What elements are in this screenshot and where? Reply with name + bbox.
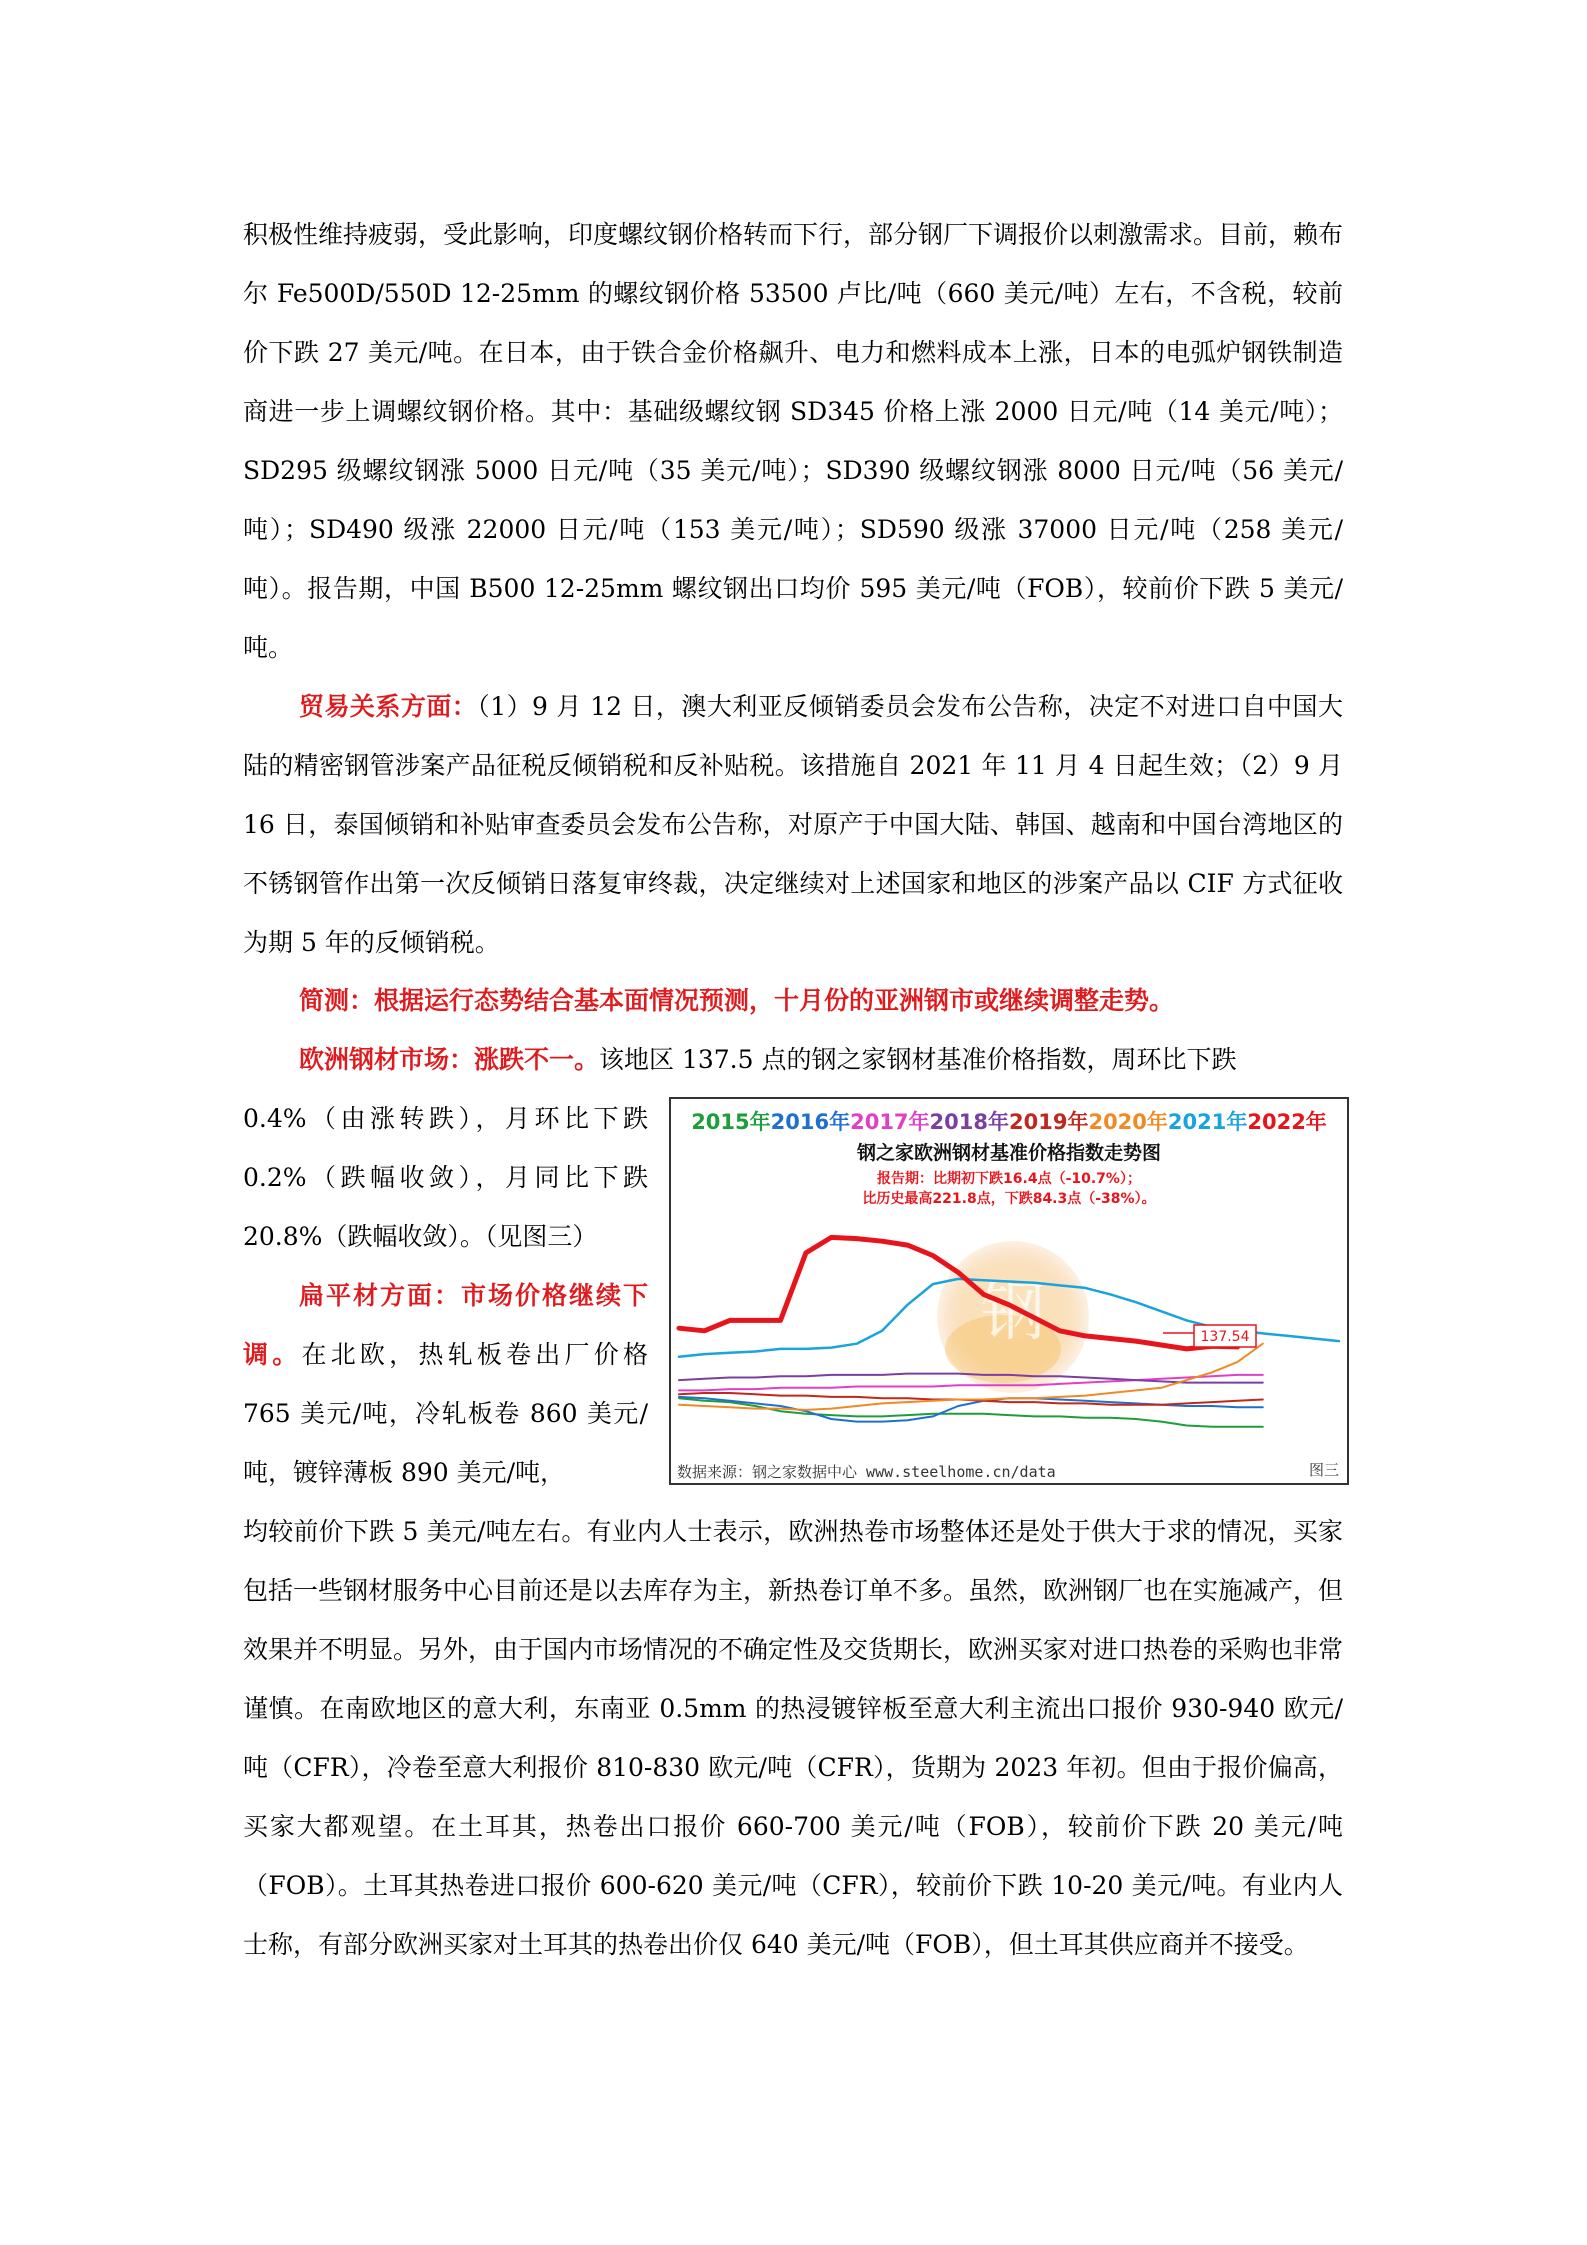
- year-legend: [691, 1110, 1327, 1134]
- year-legend-0: 2015年: [691, 1110, 771, 1134]
- paragraph-trade-relations: [243, 677, 1343, 972]
- paragraph-flat-products-full: 均较前价下跌 5 美元/吨左右。有业内人士表示，欧洲热卷市场整体还是处于供大于求的情况，买家包括一些钢材服务中心目前还是以去库存为主，新热卷订单不多。虽然，欧洲钢厂也在实施减产，但效果并不明显。另外，由于国内市场情况的不确定性及交货期长，欧洲买家对进口热卷的采购也非常谨慎。在南欧地区的意大利，东南亚 0.5mm 的热浸镀锌板至意大利主流出口报价 930-940 欧元/吨（CFR），冷卷至意大利报价 810-830 欧元/吨（CFR），货期为 2023 年初。但由于报价偏高，买家大都观望。在土耳其，热卷出口报价 660-700 美元/吨（FOB），较前价下跌 20 美元/吨（FOB）。土耳其热卷进口报价 600-620 美元/吨（CFR），较前价下跌 10-20 美元/吨。有业内人士称，有部分欧洲买家对土耳其的热卷出价仅 640 美元/吨（FOB），但土耳其供应商并不接受。: [243, 1517, 1344, 1959]
- trade-relations-body: （1）9 月 12 日，澳大利亚反倾销委员会发布公告称，决定不对进口自中国大陆的精密钢管涉案产品征税反倾销税和反补贴税。该措施自 2021 年 11 月 4 日起生效；（2）9 月 16 日，泰国倾销和补贴审查委员会发布公告称，对原产于中国大陆、韩国、越南和中国台湾地区的不锈钢管作出第一次反倾销日落复审终裁，决定继续对上述国家和地区的涉案产品以 CIF 方式征收为期 5 年的反倾销税。: [243, 692, 1343, 957]
- paragraph-flat-products-side: [243, 1266, 648, 1502]
- year-legend-7: 2022年: [1247, 1110, 1327, 1134]
- chart-title: 钢之家欧洲钢材基准价格指数走势图: [856, 1142, 1162, 1164]
- year-legend-6: 2021年: [1167, 1110, 1248, 1134]
- figure-label: 图三: [1308, 1461, 1339, 1479]
- chart-svg: [671, 1099, 1347, 1483]
- year-legend-3: 2018年: [929, 1110, 1009, 1134]
- year-legend-5: 2020年: [1088, 1110, 1168, 1134]
- chart-subtitle-line1: 报告期：比期初下跌16.4点（-10.7%）；: [877, 1171, 1141, 1187]
- paragraph-europe-line1: [243, 1030, 1343, 1089]
- flat-products-north-europe: 在北欧，热轧板卷出厂价格 765 美元/吨，冷轧板卷 860 美元/吨，镀锌薄板 890 美元/吨，: [243, 1340, 648, 1487]
- last-value-label: 137.54: [1200, 1329, 1250, 1345]
- year-legend-4: 2019年: [1009, 1110, 1089, 1134]
- year-legend-2: 2017年: [850, 1110, 930, 1134]
- chart-source: 数据来源：钢之家数据中心 www.steelhome.cn/data: [677, 1463, 1056, 1481]
- chart-subtitle-line2: 比历史最高221.8点，下跌84.3点（-38%）。: [862, 1191, 1156, 1207]
- paragraph-europe-index-changes: 0.4%（由涨转跌），月环比下跌 0.2%（跌幅收敛），月同比下跌 20.8%（跌幅收敛）。（见图三）: [243, 1104, 648, 1251]
- year-legend-1: 2016年: [770, 1110, 851, 1134]
- trade-relations-heading: 贸易关系方面：: [299, 692, 478, 721]
- paragraph-india-japan-rebar: 积极性维持疲弱，受此影响，印度螺纹钢价格转而下行，部分钢厂下调报价以刺激需求。目前，赖布尔 Fe500D/550D 12-25mm 的螺纹钢价格 53500 卢比/吨（660 美元/吨）左右，不含税，较前价下跌 27 美元/吨。在日本，由于铁合金价格飙升、电力和燃料成本上涨，日本的电弧炉钢铁制造商进一步上调螺纹钢价格。其中：基础级螺纹钢 SD345 价格上涨 2000 日元/吨（14 美元/吨）；SD295 级螺纹钢涨 5000 日元/吨（35 美元/吨）；SD390 级螺纹钢涨 8000 日元/吨（56 美元/吨）；SD490 级涨 22000 日元/吨（153 美元/吨）；SD590 级涨 37000 日元/吨（258 美元/吨）。报告期，中国 B500 12-25mm 螺纹钢出口均价 595 美元/吨（FOB），较前价下跌 5 美元/吨。: [243, 220, 1344, 662]
- europe-market-heading: 欧洲钢材市场：涨跌不一。: [299, 1045, 600, 1074]
- flat-products-heading: 扁平材方面：市场价格继续下调。: [243, 1281, 648, 1369]
- svg-text:钢: 钢: [981, 1276, 1045, 1350]
- watermark-logo: [937, 1241, 1089, 1393]
- europe-index-chart: [669, 1097, 1349, 1485]
- europe-market-line1: 该地区 137.5 点的钢之家钢材基准价格指数，周环比下跌: [599, 1045, 1237, 1074]
- paragraph-forecast: 简测：根据运行态势结合基本面情况预测，十月份的亚洲钢市或继续调整走势。: [299, 986, 1175, 1015]
- year-legend-text: [691, 1110, 1327, 1134]
